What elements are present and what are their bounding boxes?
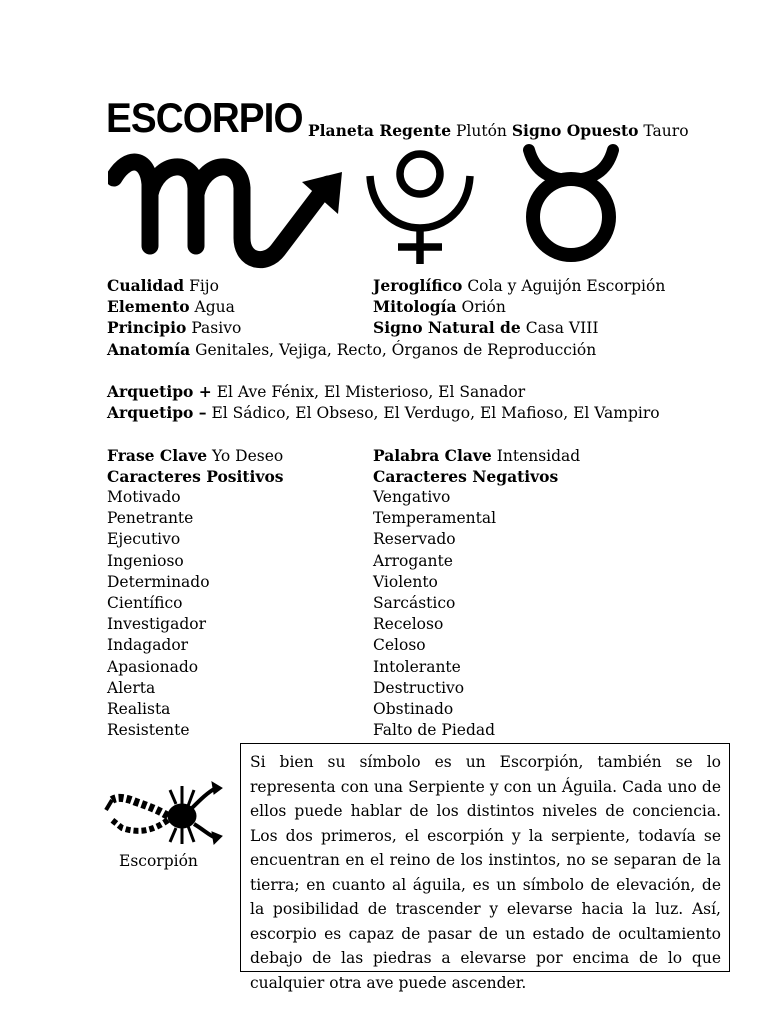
attribute-label: Mitología (373, 297, 457, 316)
list-item: Alerta (107, 678, 156, 697)
pluto-symbol-icon (362, 142, 482, 267)
key-word (373, 445, 580, 467)
list-item: Motivado (107, 488, 181, 506)
scorpio-sign-icon (108, 150, 348, 275)
attribute-label: Jeroglífico (373, 276, 463, 295)
scorpion-caption: Escorpión (119, 852, 198, 870)
key-word-label: Palabra Clave (373, 446, 492, 465)
opposite-value: Tauro (643, 122, 689, 140)
attribute-label: Cualidad (107, 276, 185, 295)
description-box: Si bien su símbolo es un Escorpión, también se lo representa con una Serpiente y con un Águila. Cada uno de ellos puede hablar de los distintos niveles de conciencia. Los dos primeros, el escorpión y la serpiente, todavía se encuentran en el reino de los instintos, no se separan de la tierra; en cuanto al águila, es un símbolo de elevación, de la posibilidad de trascender y elevarse hacia la luz. Así, escorpio es capaz de pasar de un estado de ocultamiento debajo de las piedras a elevarse por encima de lo que cualquier otra ave puede ascender. (240, 743, 730, 972)
list-item: Intolerante (373, 657, 461, 676)
attribute-signo-natural (373, 317, 599, 339)
list-item: Reservado (373, 530, 456, 549)
scorpion-icon (104, 776, 224, 846)
opposite-label: Signo Opuesto (511, 121, 639, 140)
page-title: ESCORPIO (106, 94, 303, 141)
list-item: Determinado (107, 572, 210, 591)
attribute-value: Fijo (189, 277, 219, 295)
positive-list (107, 487, 210, 741)
archetype-positive (107, 381, 525, 403)
list-item: Sarcástico (373, 594, 456, 613)
planet-label: Planeta Regente (308, 121, 452, 140)
attribute-principio (107, 317, 241, 339)
attribute-value: Orión (461, 298, 506, 316)
attribute-value: Pasivo (191, 319, 242, 337)
archetype-negative-value: El Sádico, El Obseso, El Verdugo, El Mafioso, El Vampiro (211, 404, 660, 422)
list-item: Científico (107, 594, 183, 613)
list-item: Arrogante (373, 551, 453, 570)
key-phrase-value: Yo Deseo (212, 447, 284, 465)
key-phrase-label: Frase Clave (107, 446, 208, 465)
list-item: Receloso (373, 615, 444, 634)
archetype-positive-label: Arquetipo + (107, 382, 212, 401)
list-item: Resistente (107, 721, 190, 740)
archetype-negative-label: Arquetipo – (107, 403, 207, 422)
list-item: Apasionado (107, 657, 199, 676)
taurus-sign-icon (521, 142, 631, 272)
attribute-cualidad (107, 275, 219, 297)
anatomy-line (107, 339, 596, 361)
attribute-value: Agua (194, 298, 235, 316)
list-item: Celoso (373, 636, 426, 655)
attribute-mitologia (373, 296, 506, 318)
attribute-label: Signo Natural de (373, 318, 521, 337)
attribute-jeroglifico (373, 275, 665, 297)
attribute-value: Casa VIII (525, 319, 599, 337)
negative-heading: Caracteres Negativos (373, 467, 559, 486)
list-item: Obstinado (373, 700, 454, 719)
planet-value: Plutón (456, 122, 507, 140)
list-item: Destructivo (373, 678, 465, 697)
attribute-elemento (107, 296, 235, 318)
ruler-line (308, 121, 689, 140)
attribute-value: Cola y Aguijón Escorpión (467, 277, 666, 295)
list-item: Investigador (107, 615, 207, 634)
list-item: Ingenioso (107, 551, 184, 570)
list-item: Temperamental (373, 509, 497, 528)
anatomy-label: Anatomía (107, 340, 191, 359)
archetype-negative (107, 402, 660, 424)
anatomy-value: Genitales, Vejiga, Recto, Órganos de Reproducción (195, 341, 597, 359)
archetype-positive-value: El Ave Fénix, El Misterioso, El Sanador (216, 383, 526, 401)
attribute-label: Elemento (107, 297, 190, 316)
list-item: Vengativo (373, 488, 451, 506)
list-item: Falto de Piedad (373, 721, 496, 740)
key-word-value: Intensidad (496, 447, 581, 465)
list-item: Realista (107, 700, 171, 719)
attribute-label: Principio (107, 318, 187, 337)
key-phrase (107, 445, 283, 467)
list-item: Indagador (107, 636, 189, 655)
list-item: Violento (373, 572, 438, 591)
positive-heading: Caracteres Positivos (107, 467, 284, 486)
negative-list (373, 487, 496, 741)
list-item: Penetrante (107, 509, 194, 528)
list-item: Ejecutivo (107, 530, 181, 549)
